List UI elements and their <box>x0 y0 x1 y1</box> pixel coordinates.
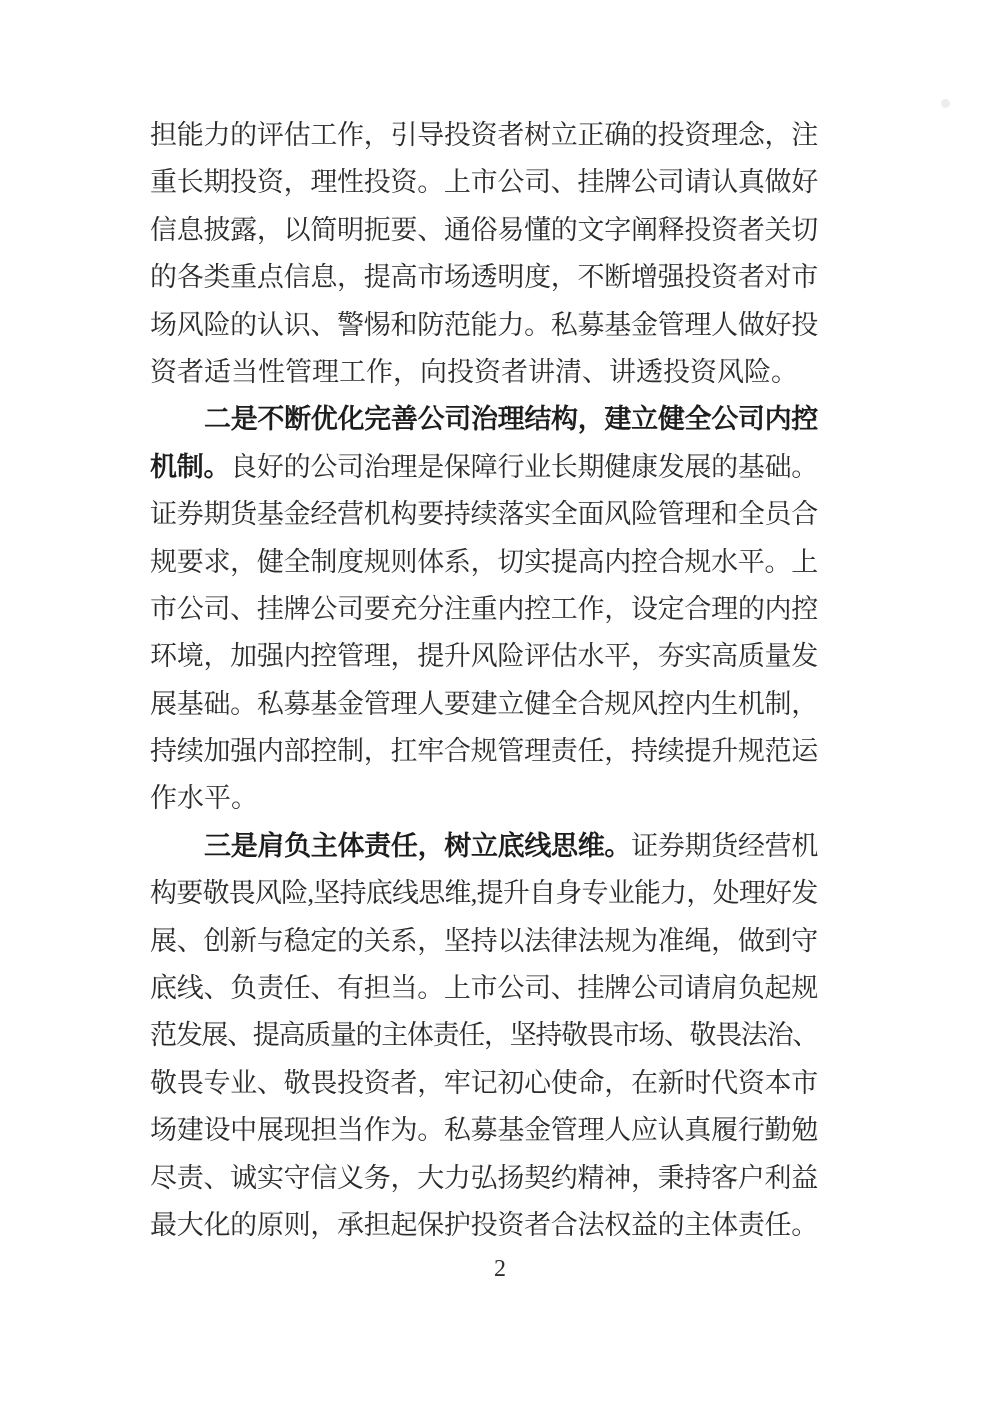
text-line <box>150 396 818 443</box>
text-segment: 作水平。 <box>150 783 258 814</box>
text-line <box>150 207 818 254</box>
text-segment: 良好的公司治理是保障行业长期健康发展的基础。 <box>230 451 819 482</box>
text-segment: 的各类重点信息，提高市场透明度，不断增强投资者对市 <box>150 262 818 293</box>
text-segment: 尽责、诚实守信义务，大力弘扬契约精神，秉持客户利益 <box>150 1162 818 1193</box>
text-segment: 范发展、提高质量的主体责任，坚持敬畏市场、敬畏法治、 <box>150 1020 818 1051</box>
text-line <box>150 681 818 728</box>
text-line <box>150 775 818 822</box>
document-text <box>150 112 818 1249</box>
text-line <box>150 870 818 917</box>
text-line <box>150 965 818 1012</box>
text-line <box>150 918 818 965</box>
text-segment: 证券期货基金经营机构要持续落实全面风险管理和全员合 <box>150 499 818 530</box>
text-line <box>150 159 818 206</box>
text-line <box>150 491 818 538</box>
text-line <box>150 728 818 775</box>
text-line <box>150 539 818 586</box>
text-segment: 最大化的原则，承担起保护投资者合法权益的主体责任。 <box>150 1209 818 1240</box>
text-segment: 担能力的评估工作，引导投资者树立正确的投资理念，注 <box>150 120 818 150</box>
text-segment: 场风险的认识、警惕和防范能力。私募基金管理人做好投 <box>150 309 818 340</box>
bold-text-segment: 二是不断优化完善公司治理结构，建立健全公司内控 <box>204 404 818 435</box>
text-line <box>150 1060 818 1107</box>
text-line <box>150 444 818 491</box>
text-segment: 信息披露，以简明扼要、通俗易懂的文字阐释投资者关切 <box>150 214 818 245</box>
text-segment: 展、创新与稳定的关系，坚持以法律法规为准绳，做到守 <box>150 925 818 956</box>
text-line <box>150 1202 818 1249</box>
text-line <box>150 586 818 633</box>
bold-text-segment: 三是肩负主体责任，树立底线思维。 <box>204 830 632 861</box>
text-line <box>150 302 818 349</box>
bold-text-segment: 机制。 <box>150 451 231 482</box>
text-line <box>150 349 818 396</box>
text-segment: 场建设中展现担当作为。私募基金管理人应认真履行勤勉 <box>150 1115 818 1146</box>
text-line <box>150 254 818 301</box>
text-segment: 环境，加强内控管理，提升风险评估水平，夯实高质量发 <box>150 641 818 672</box>
text-line <box>150 1107 818 1154</box>
page-number: 2 <box>494 1256 506 1282</box>
text-segment: 构要敬畏风险,坚持底线思维,提升自身专业能力，处理好发 <box>150 878 818 909</box>
text-segment: 规要求，健全制度规则体系，切实提高内控合规水平。上 <box>150 546 818 577</box>
text-line <box>150 1012 818 1059</box>
text-segment: 底线、负责任、有担当。上市公司、挂牌公司请肩负起规 <box>150 973 818 1004</box>
scan-artifact <box>941 99 950 108</box>
text-segment: 证券期货经营机 <box>631 830 819 861</box>
text-segment: 重长期投资，理性投资。上市公司、挂牌公司请认真做好 <box>150 167 818 198</box>
text-segment: 敬畏专业、敬畏投资者，牢记初心使命，在新时代资本市 <box>150 1067 818 1098</box>
text-line <box>150 112 818 159</box>
text-segment: 持续加强内部控制，扛牢合规管理责任，持续提升规范运 <box>150 736 818 767</box>
text-segment: 展基础。私募基金管理人要建立健全合规风控内生机制， <box>150 688 818 719</box>
text-line <box>150 823 818 870</box>
text-line <box>150 1155 818 1202</box>
text-segment: 资者适当性管理工作，向投资者讲清、讲透投资风险。 <box>150 356 798 387</box>
text-segment: 市公司、挂牌公司要充分注重内控工作，设定合理的内控 <box>150 593 818 624</box>
text-line <box>150 633 818 680</box>
